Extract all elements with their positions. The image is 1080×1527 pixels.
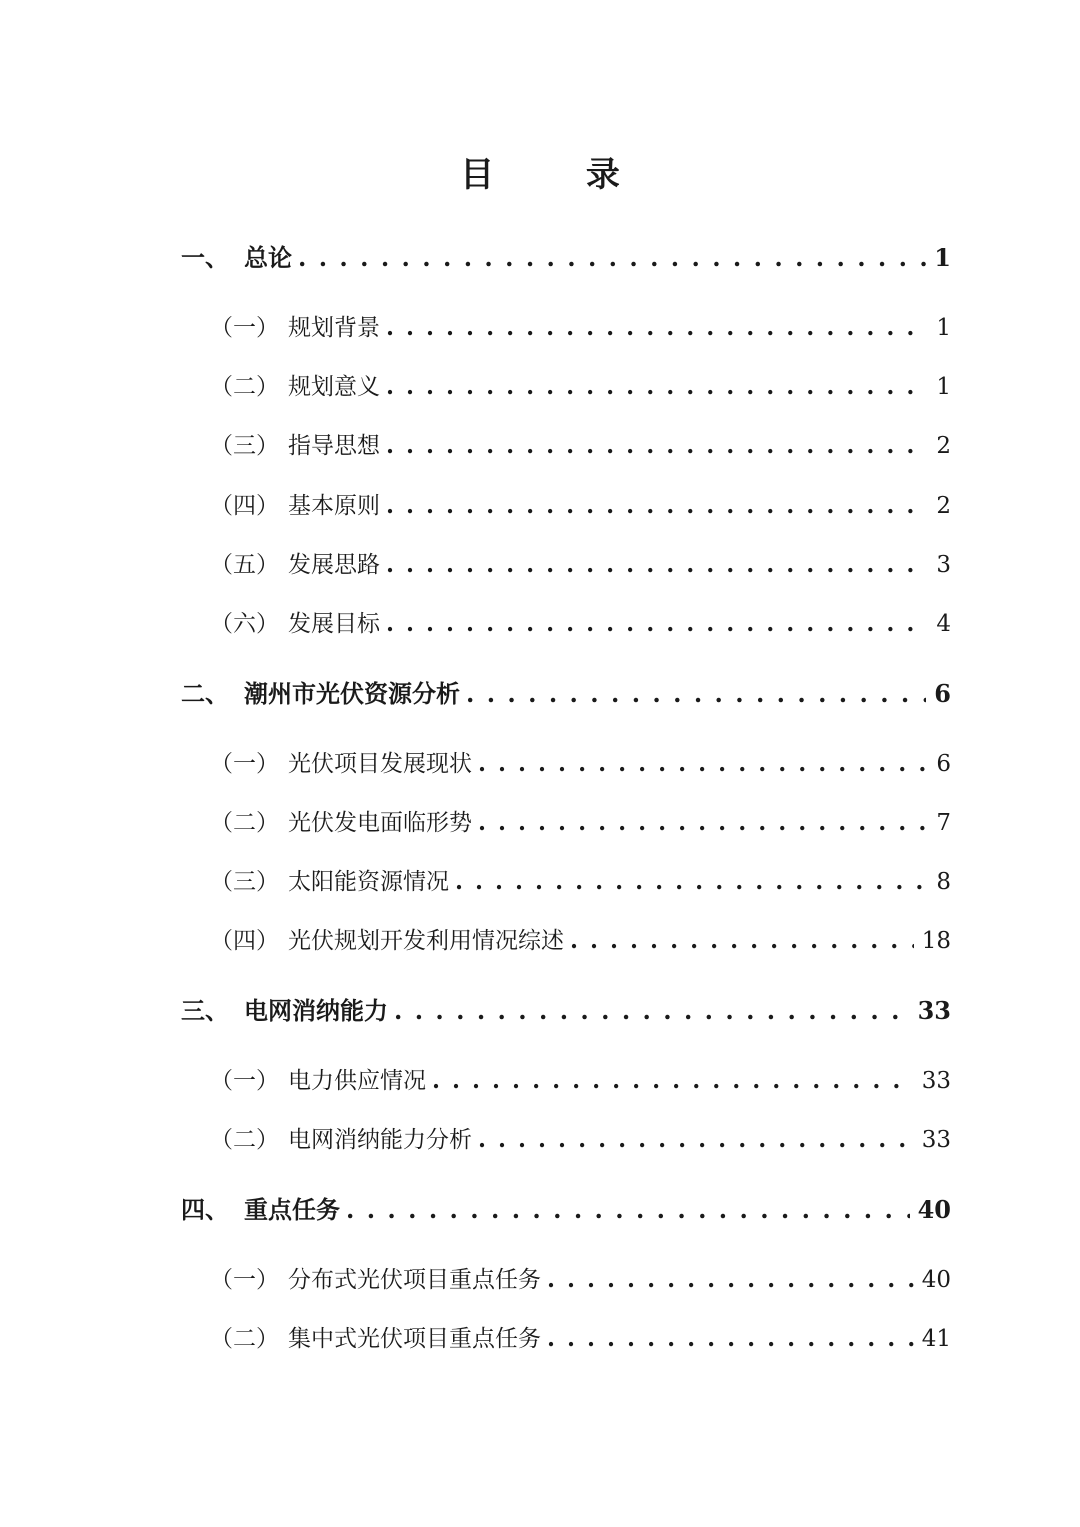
toc-dot-leader [298, 238, 926, 278]
toc-entry-section[interactable] [210, 308, 951, 348]
toc-entry-title: 光伏项目发展现状 [288, 751, 472, 777]
toc-entry-title: 规划背景 [288, 315, 380, 341]
toc-entry-page: 4 [936, 611, 951, 637]
toc-entry-title: 发展目标 [288, 611, 380, 637]
toc-entry-page: 2 [936, 433, 951, 459]
toc-entry-chapter[interactable] [181, 1190, 951, 1230]
toc-dot-leader [386, 426, 928, 466]
toc-entry-number: 三、 [181, 996, 229, 1025]
toc-entry-section[interactable] [210, 545, 951, 585]
toc-dot-leader [386, 367, 928, 407]
toc-entry-chapter[interactable] [181, 991, 951, 1031]
toc-entry-number: （三） [210, 433, 279, 459]
toc-entry-section[interactable] [210, 426, 951, 466]
toc-entry-section[interactable] [210, 367, 951, 407]
toc-entry-page: 33 [921, 1127, 951, 1153]
toc-entry-title: 光伏发电面临形势 [288, 810, 472, 836]
toc-entry-page: 33 [917, 996, 951, 1025]
toc-entry-number: （二） [210, 1326, 279, 1352]
toc-entry-title: 基本原则 [288, 493, 380, 519]
toc-entry-title: 电力供应情况 [288, 1068, 426, 1094]
toc-dot-leader [386, 604, 928, 644]
toc-entry-page: 33 [921, 1068, 951, 1094]
toc-entry-number: 一、 [181, 243, 229, 272]
toc-entry-page: 18 [921, 928, 951, 954]
toc-entry-number: （三） [210, 869, 279, 895]
toc-entry-title: 分布式光伏项目重点任务 [288, 1267, 541, 1293]
toc-dot-leader [455, 862, 928, 902]
toc-entry-section[interactable] [210, 1061, 951, 1101]
toc-entry-number: （六） [210, 611, 279, 637]
toc-entry-page: 7 [936, 810, 951, 836]
toc-entry-title: 集中式光伏项目重点任务 [288, 1326, 541, 1352]
toc-entry-title: 电网消纳能力分析 [288, 1127, 472, 1153]
toc-entry-number: 二、 [181, 679, 229, 708]
toc-dot-leader [386, 545, 928, 585]
toc-entry-section[interactable] [210, 604, 951, 644]
toc-entry-chapter[interactable] [181, 674, 951, 714]
toc-dot-leader [478, 803, 928, 843]
toc-entry-page: 3 [936, 552, 951, 578]
toc-entry-section[interactable] [210, 486, 951, 526]
toc-dot-leader [346, 1190, 910, 1230]
toc-entry-number: （一） [210, 315, 279, 341]
toc-dot-leader [478, 744, 928, 784]
toc-entry-section[interactable] [210, 862, 951, 902]
toc-entry-page: 2 [936, 493, 951, 519]
toc-entry-number: （一） [210, 1267, 279, 1293]
toc-dot-leader [394, 991, 910, 1031]
toc-entry-section[interactable] [210, 1120, 951, 1160]
toc-entry-number: 四、 [181, 1195, 229, 1224]
toc-entry-number: （一） [210, 751, 279, 777]
toc-entry-number: （二） [210, 810, 279, 836]
toc-entry-section[interactable] [210, 1260, 951, 1300]
toc-dot-leader [432, 1061, 914, 1101]
toc-entry-page: 6 [936, 751, 951, 777]
toc-entry-page: 6 [934, 679, 951, 708]
toc-title: 目 录 [460, 155, 660, 195]
toc-entry-number: （四） [210, 493, 279, 519]
toc-dot-leader [386, 486, 928, 526]
toc-entry-page: 40 [917, 1195, 951, 1224]
toc-entry-title: 光伏规划开发利用情况综述 [288, 928, 564, 954]
toc-entry-title: 重点任务 [244, 1195, 340, 1224]
toc-entry-number: （二） [210, 1127, 279, 1153]
toc-entry-page: 1 [934, 243, 951, 272]
toc-entry-title: 指导思想 [288, 433, 380, 459]
toc-entry-number: （二） [210, 374, 279, 400]
toc-entry-section[interactable] [210, 1319, 951, 1359]
toc-dot-leader [570, 921, 914, 961]
toc-entry-section[interactable] [210, 921, 951, 961]
toc-entry-section[interactable] [210, 803, 951, 843]
toc-dot-leader [547, 1319, 914, 1359]
toc-entry-number: （五） [210, 552, 279, 578]
toc-entry-title: 太阳能资源情况 [288, 869, 449, 895]
toc-entry-page: 40 [921, 1267, 951, 1293]
toc-entry-page: 8 [936, 869, 951, 895]
toc-dot-leader [466, 674, 926, 714]
toc-dot-leader [547, 1260, 914, 1300]
toc-entry-page: 1 [936, 374, 951, 400]
toc-entry-title: 潮州市光伏资源分析 [244, 679, 460, 708]
toc-dot-leader [386, 308, 928, 348]
toc-entry-page: 41 [921, 1326, 951, 1352]
toc-entry-title: 电网消纳能力 [244, 996, 388, 1025]
toc-entry-title: 总论 [244, 243, 292, 272]
toc-entry-number: （四） [210, 928, 279, 954]
toc-entry-chapter[interactable] [181, 238, 951, 278]
toc-entry-page: 1 [936, 315, 951, 341]
toc-dot-leader [478, 1120, 914, 1160]
toc-entry-title: 规划意义 [288, 374, 380, 400]
toc-entry-number: （一） [210, 1068, 279, 1094]
toc-entry-section[interactable] [210, 744, 951, 784]
toc-entry-title: 发展思路 [288, 552, 380, 578]
